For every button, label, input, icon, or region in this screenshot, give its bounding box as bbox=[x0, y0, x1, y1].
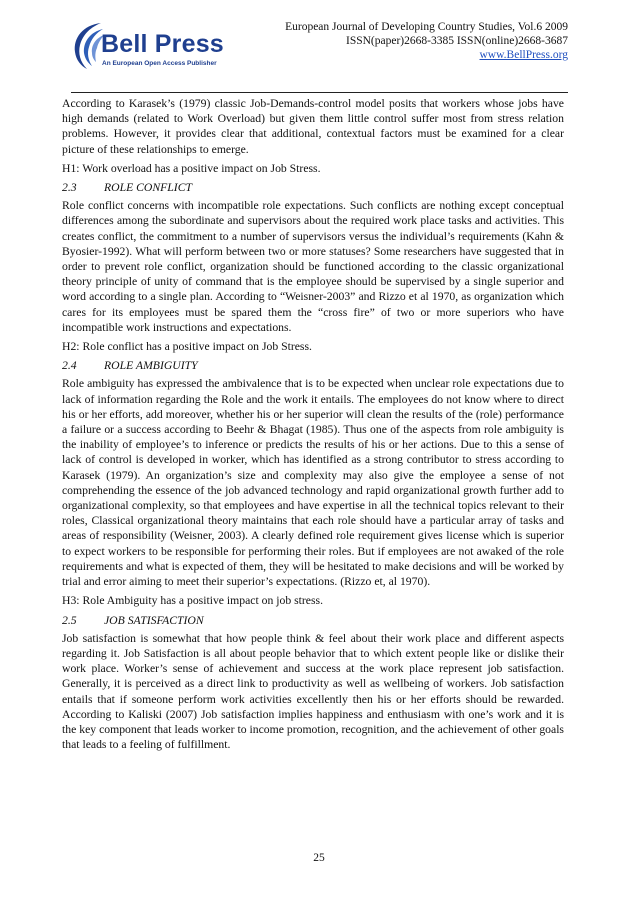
logo-swirl-icon bbox=[71, 20, 105, 70]
page-header bbox=[71, 20, 568, 90]
hypothesis-h3: H3: Role Ambiguity has a positive impact on job stress. bbox=[62, 594, 323, 608]
intro-paragraph: According to Karasek’s (1979) classic Job-Demands-control model posits that workers whose jobs have high demands (related to Work Overload) but given them little control suffer most from stress relation problems. However, it provides clear that additional, contextual factors must be examined for a clear picture of these relationships to emerge. bbox=[62, 97, 564, 156]
section-title: JOB SATISFACTION bbox=[104, 613, 204, 627]
role-ambiguity-paragraph: Role ambiguity has expressed the ambivalence that is to be expected when unclear role expectations due to lack of information regarding the Role and the work it entails. The employees do not know where to direct his or her efforts, add moreover, whether his or her superior will clean the results of the (role) performance a failure or a success according to Beehr & Bhagat (1985). Thus one of the aspects from role ambiguity is the inability of employee’s to inference or predicts the results of his or her actions. Due to this a sense of lack of control is developed in worker, which has identified as a strong contributor to stress according to Karasek (1979). An organization’s size and complexity may also give the employee a sense of not comprehending the essence of the job advanced technology and rapid organizational growth further add to organizational complexity, so that employees and have expertise in all the technical topics relevant to their roles, Classical organizational theory maintains that each role should have a particular array of tasks and areas of responsibility (Weisner, 2003). A clearly defined role requirement gives license which is superior to expect workers to be responsible for performing their roles. But if employees are not awaked of the role requirements and what is expected of them, they will be hesitated to make decisions and will be worked by trial and error aiming to meet their superior’s expectations. (Rizzo et, al 1970). bbox=[62, 377, 564, 589]
logo-tagline: An European Open Access Publisher bbox=[102, 60, 217, 67]
hypothesis-h1: H1: Work overload has a positive impact on Job Stress. bbox=[62, 161, 321, 175]
journal-url-link[interactable]: www.BellPress.org bbox=[479, 49, 568, 61]
role-conflict-paragraph: Role conflict concerns with incompatible role expectations. Such conflicts are nothing except conceptual differences among the subordinate and supervisors about the required work place tasks and activities. This creates conflict, the commitment to a number of supervisors versus the individual’s requirements (Kahn & Byosier-1992). What will perform between two or more statuses? Some researchers have suggested that in order to prevent role conflict, organization should be functioned according to the classic organizational theory principle of unity of command that is the employee should be supervised by a single superior and word according to a single plan. According to “Weisner-2003” and Rizzo et al 1970, as organization which cares for its employees must be spared them the “cross fire” of two or more superiors who have incompatible work instructions and expectations. bbox=[62, 199, 564, 334]
section-title: ROLE CONFLICT bbox=[104, 181, 192, 195]
page-number: 25 bbox=[313, 852, 325, 864]
section-number: 2.4 bbox=[62, 359, 77, 373]
job-satisfaction-paragraph: Job satisfaction is somewhat that how people think & feel about their work place and different aspects regarding it. Job Satisfaction is all about people behavior that to which extent people like or dislike their work place. Worker’s sense of achievement and success at the work place represent job satisfaction. Generally, it is perceived as a direct link to productivity as well as wellbeing of workers. Job satisfaction entails that if someone perform work activities excellently then his or her efforts should be rewarded. According to Kaliski (2007) Job satisfaction implies happiness and enthusiasm with one’s work and it is the key component that leads worker to income promotion, recognition, and the achievement of other goals that leads to a feeling of fulfillment. bbox=[62, 631, 564, 752]
section-heading-job-satisfaction bbox=[62, 613, 564, 628]
section-number: 2.3 bbox=[62, 181, 77, 195]
section-heading-role-conflict bbox=[62, 180, 564, 195]
article-body bbox=[62, 96, 564, 756]
journal-info bbox=[285, 20, 568, 62]
section-number: 2.5 bbox=[62, 613, 77, 627]
header-divider bbox=[71, 92, 568, 93]
logo-name: Bell Press bbox=[101, 30, 224, 58]
section-title: ROLE AMBIGUITY bbox=[104, 359, 198, 373]
journal-issn: ISSN(paper)2668-3385 ISSN(online)2668-3687 bbox=[346, 35, 568, 47]
bell-press-logo bbox=[71, 20, 236, 70]
journal-title: European Journal of Developing Country Studies, Vol.6 2009 bbox=[285, 21, 568, 33]
section-heading-role-ambiguity bbox=[62, 358, 564, 373]
hypothesis-h2: H2: Role conflict has a positive impact on Job Stress. bbox=[62, 340, 312, 354]
